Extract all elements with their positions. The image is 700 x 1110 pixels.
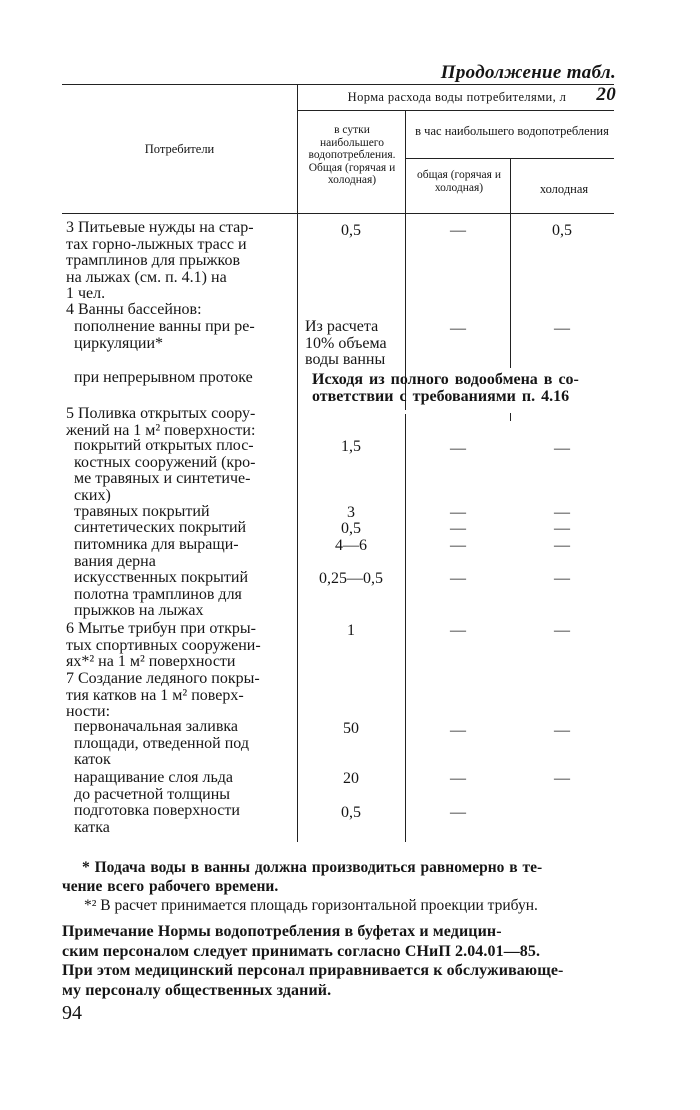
header-per-hour-group: в час наибольшего водопотребления (415, 124, 609, 138)
row-hour-cold: — (554, 320, 570, 337)
norm-header-rule (297, 110, 614, 111)
row-hour-cold: — (554, 722, 570, 739)
column-divider-3b (510, 413, 511, 421)
row-hour-total: — (450, 722, 466, 739)
column-divider-2b (405, 414, 406, 842)
header-per-hour-cold: холодная (539, 182, 589, 196)
row-hour-cold: — (554, 520, 570, 537)
column-divider-3 (510, 158, 511, 368)
row-hour-cold: — (554, 440, 570, 457)
header-per-day: в сутки наибольшего водопотребления. Общая (горячая и холодная) (308, 124, 396, 186)
row-day-value: 0,5 (341, 804, 361, 821)
row-day-value: 20 (343, 770, 359, 787)
row-hour-total: — (450, 520, 466, 537)
row-day-value: 0,25—0,5 (319, 570, 383, 587)
row-label: 3 Питьевые нужды на стар- тах горно-лыжных трасс и трамплинов для прыжков на лыжах (см. п. 4.1) на 1 чел. (66, 219, 254, 302)
row-label: травяных покрытий (66, 503, 210, 520)
row-label: питомника для выращи- вания дерна (74, 536, 239, 570)
row-label: наращивание слоя льда до расчетной толщины (74, 769, 233, 803)
column-divider-2 (405, 110, 406, 410)
header-bottom-rule (62, 213, 614, 214)
row-hour-total: — (450, 504, 466, 521)
row-day-value: 3 (347, 504, 355, 521)
row-day-value: 4—6 (335, 537, 367, 554)
row-hour-total: — (450, 537, 466, 554)
row-day-span: Исходя из полного водообмена в со- ответствии с требованиями п. 4.16 (312, 371, 579, 405)
row-label: синтетических покрытий (66, 519, 247, 536)
row-day-value: Из расчета 10% объема воды ванны (305, 318, 387, 368)
column-divider-1 (297, 84, 298, 842)
row-day-value: 1,5 (341, 438, 361, 455)
row-hour-total: — (450, 570, 466, 587)
footnote-1: * Подача воды в ванны должна производиться равномерно в те- чение всего рабочего времени. (62, 859, 543, 895)
header-consumers: Потребители (144, 142, 215, 156)
table-top-rule (62, 84, 614, 85)
row-hour-cold: 0,5 (552, 222, 572, 239)
row-label: при непрерывном протоке (66, 369, 253, 386)
footnote-2: *² В расчет принимается площадь горизонтальной проекции трибун. (84, 897, 538, 914)
row-hour-total: — (450, 770, 466, 787)
row-label: покрытий открытых плос- костных сооружений (кро- ме травяных и синтетиче- ских) (74, 437, 256, 504)
row-hour-cold: — (554, 504, 570, 521)
row-label: 4 Ванны бассейнов: (66, 301, 202, 318)
row-label: первоначальная заливка площади, отведенной под каток (74, 718, 249, 768)
row-day-value: 50 (343, 720, 359, 737)
row-day-value: 1 (347, 622, 355, 639)
row-day-value: 0,5 (341, 520, 361, 537)
header-norm-group: Норма расхода воды потребителями, л (347, 90, 567, 104)
row-hour-total: — (450, 222, 466, 239)
row-label: 6 Мытье трибун при откры- тых спортивных сооружени- ях*² на 1 м² поверхности (66, 620, 261, 670)
table-note: Примечание Нормы водопотребления в буфетах и медицин- ским персоналом следует принимать согласно СНиП 2.04.01—85. При этом медицинский персонал приравнивается к обслуживающе- му персоналу общественных зданий. (62, 923, 564, 999)
row-hour-cold: — (554, 570, 570, 587)
row-hour-cold: — (554, 622, 570, 639)
row-day-value: 0,5 (341, 222, 361, 239)
row-hour-total: — (450, 440, 466, 457)
row-label: искусственных покрытий полотна трамплинов для прыжков на лыжах (74, 569, 249, 619)
row-hour-total: — (450, 622, 466, 639)
row-hour-total: — (450, 804, 466, 821)
row-label: подготовка поверхности катка (74, 802, 240, 836)
page-number: 94 (62, 1002, 82, 1024)
row-label: 5 Поливка открытых соору- жений на 1 м² поверхности: (66, 405, 256, 439)
row-hour-total: — (450, 320, 466, 337)
table-caption: Продолжение табл. 20 (440, 62, 616, 105)
row-label: 7 Создание ледяного покры- тия катков на 1 м² поверх- ности: (66, 670, 260, 720)
row-label: пополнение ванны при ре- циркуляции* (74, 318, 255, 352)
row-hour-cold: — (554, 770, 570, 787)
row-hour-cold: — (554, 537, 570, 554)
header-per-hour-total: общая (горячая и холодная) (417, 169, 501, 194)
